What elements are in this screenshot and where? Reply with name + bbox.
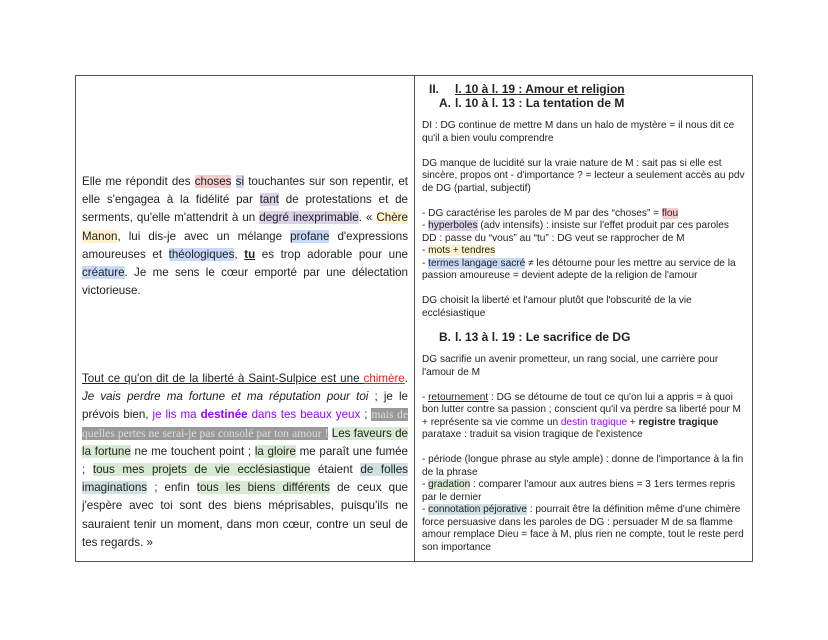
list-a-item-3: DD : passe du “vous” au “tu” : DG veut se rapprocher de M [422,232,685,244]
section-heading-ii [429,82,746,96]
violet-phrase-1: je lis ma [152,408,201,422]
text: touchantes sur son repentir, et elle s'engagea à la fidélité par [82,175,408,207]
list-c-periode: - période (longue phrase au style ample) : donne de l'importance à la fin de la phrase [422,454,744,478]
highlight-theologiques: théologiques [168,247,235,261]
highlight-si: si [235,175,245,188]
underlined-retournement: retournement [428,391,489,403]
text: me paraît une fumée ; [82,444,408,477]
text: : DG se détourne de tout ce qu'on lui a appris = à quoi bon lutter contre sa passion ; conscient qu'il va perdre sa liberté pour M + représente sa vie comme un [422,391,741,428]
text: es trop adorable pour une [255,247,408,261]
subsection-heading-a [439,96,746,110]
list-a-item-1 [422,208,746,221]
text: d'expressions amoureuses et [82,229,408,261]
highlight-chere-manon: Chère Manon [82,211,408,243]
list-c-force: force persuasive dans les paroles de DG : persuader M de sa flamme [422,516,733,528]
subsection-heading-b [439,330,746,344]
subsection-number: A. [439,96,451,110]
list-a-item-5 [422,258,746,283]
section-number: II. [429,82,440,96]
list-a-item-4 [422,245,746,258]
text: - [422,257,429,269]
highlight-choses: choses [194,175,232,188]
text: ; [360,408,372,422]
subsection-title: l. 13 à l. 19 : Le sacrifice de DG [455,330,631,344]
highlight-mots-tendres: mots + tendres [428,245,496,256]
text: , [234,247,245,261]
text: : comparer l'amour aux autres biens = 3 1ers termes repris par le dernier [422,479,736,503]
text: ne me touchent point ; [130,444,255,458]
text: . [404,372,408,385]
highlight-biens: tous les biens différents [196,481,330,495]
bold-registre-tragique: registre tragique [638,416,719,428]
text: de protestations et de serments, qu'elle m'attendrit à un [82,193,408,225]
highlight-langage-sacre: termes langage sacré [428,257,526,269]
highlight-profane: profane [290,229,330,243]
list-c-gradation [422,479,746,504]
highlight-tant: tant [259,193,279,207]
note-sacrifice: DG sacrifie un avenir prometteur, un rang social, une carrière pour l'amour de M [422,354,719,378]
note-di: DI : DG continue de mettre M dans un halo de mystère = il nous dit ce qu'il a bien voulu comprendre [422,120,735,144]
highlight-flou: flou [661,207,679,219]
emphasis-tu: tu [244,247,256,261]
text: . « [358,211,377,225]
text: (adv intensifs) : insiste sur l'effet produit par ces paroles [477,220,729,231]
underlined-sentence: Tout ce qu'on dit de la liberté à Saint-Sulpice est une [82,372,364,385]
highlight-hyperboles: hyperboles [428,220,478,231]
highlight-projets: tous mes projets de vie ecclésiastique [92,463,311,477]
subsection-title: l. 10 à l. 13 : La tentation de M [455,96,625,110]
list-b-parataxe: parataxe : traduit sa vision tragique de l'existence [422,429,643,440]
analysis-column [415,76,752,561]
list-a-item-2 [422,220,746,233]
highlight-gloire: la gloire [254,444,296,458]
text: - [422,479,429,490]
subsection-number: B. [439,330,451,344]
violet-phrase-2: dans tes beaux yeux [247,408,361,422]
violet-destin-tragique: destin tragique [560,416,628,428]
highlight-gradation: gradation [428,479,471,490]
violet-destinee: destinée [200,408,248,422]
list-b-retournement [422,392,746,430]
text: Elle me répondit des [82,175,195,188]
text: étaient [310,463,361,477]
text: , lui dis-je avec un mélange [117,229,291,243]
note-lucidite: DG manque de lucidité sur la vraie nature de M : sait pas si elle est sincère, propos ont - d'importance ? = lecteur a seulement accès au pdv de DG (partial, subjectif) [422,157,745,194]
highlight-degre: degré inexprimable [259,211,359,225]
highlight-connotation: connotation péjorative [428,504,527,515]
highlight-creature: créature [82,266,125,280]
excerpt-paragraph-1 [82,173,408,300]
text: ; je le prévois bien, [82,390,408,422]
text: ≠ les détourne pour les mettre au service de la passion amoureuse = devient adepte de la religion de l'amour [422,257,736,281]
text: - [422,504,429,515]
list-c-amour: amour remplace Dieu = face à M, plus rien ne compte, tout le reste perd son importance [422,529,744,553]
text: - [422,220,429,231]
highlight-chimere: chimère [363,372,405,385]
text: + [627,416,639,428]
text: - DG caractérise les paroles de M par des “choses” = [422,207,662,219]
text: . Je me sens le cœur emporté par une délectation victorieuse. [82,266,408,298]
text: ; enfin [147,481,197,495]
section-title: l. 10 à l. 19 : Amour et religion [455,82,625,96]
list-c-connotation [422,504,746,517]
note-choix: DG choisit la liberté et l'amour plutôt que l'obscurité de la vie ecclésiastique [422,295,692,319]
highlight-faveurs: Les faveurs de la fortune [82,426,408,458]
excerpt-paragraph-2 [82,370,408,552]
text: de ceux que j'espère avec toi sont des biens méprisables, puisqu'ils ne sauraient tenir un moment, dans mon cœur, contre un seul de tes regards. » [82,481,408,549]
text: - [422,245,429,256]
gray-highlight-sentence: mais de quelles pertes ne serai-je pas consolé par ton amour ! [82,408,408,440]
analysis-table [75,75,753,562]
text-column [76,76,415,561]
highlight-folles: de folles imaginations [82,463,408,495]
italic-sentence: Je vais perdre ma fortune et ma réputation pour toi [82,390,369,404]
text: : pourrait être la définition même d'une chimère [526,504,741,515]
text: - [422,391,429,403]
